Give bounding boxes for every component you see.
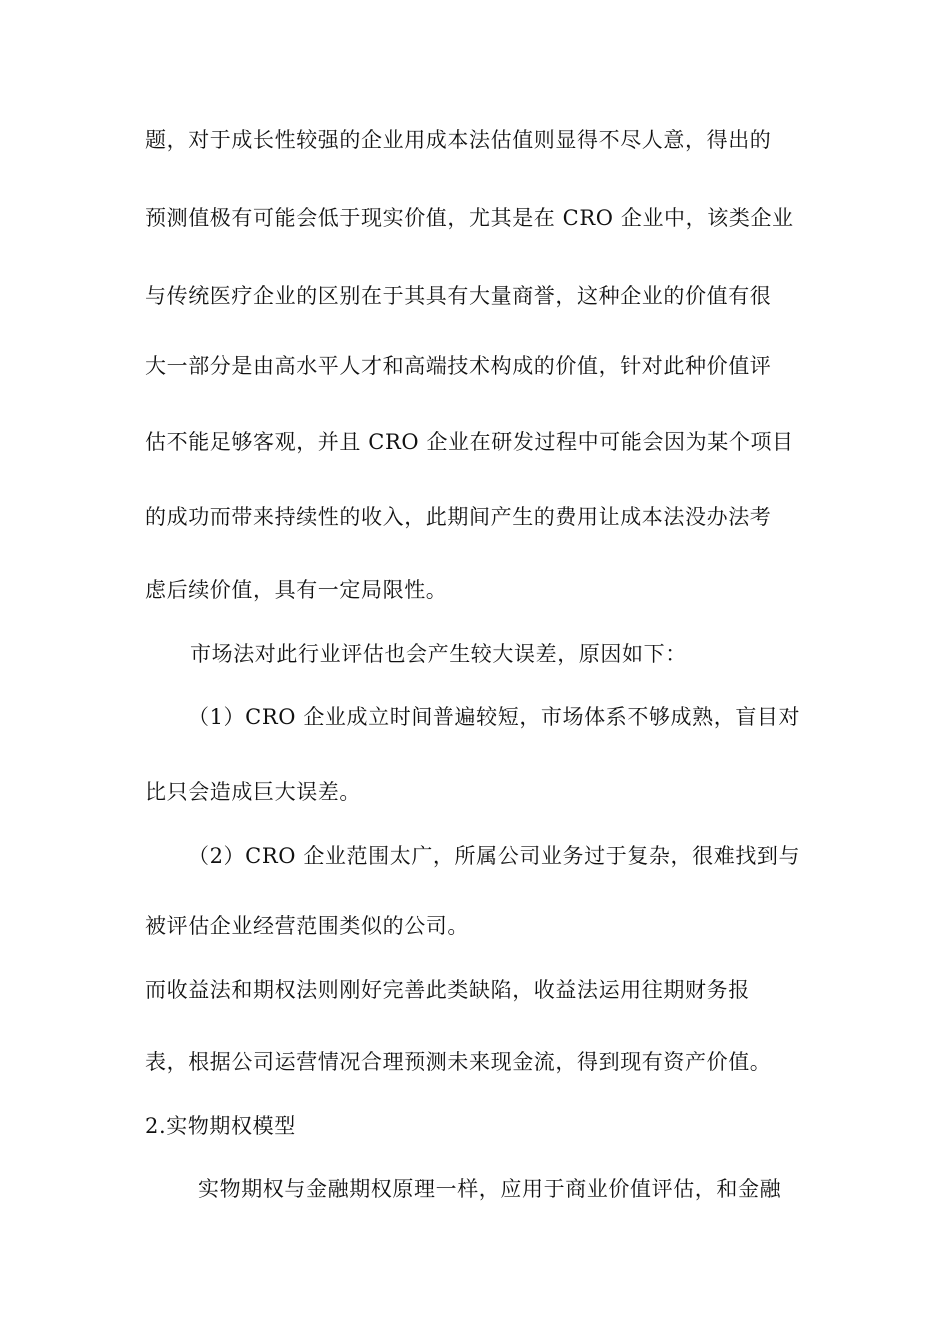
paragraph-start: 实物期权与金融期权原理一样，应用于商业价值评估，和金融: [198, 1177, 782, 1201]
list-item-2: （2）CRO 企业范围太广，所属公司业务过于复杂，很难找到与: [188, 844, 801, 868]
text-line: 与传统医疗企业的区别在于其具有大量商誉，这种企业的价值有很: [145, 284, 772, 308]
text-line: 大一部分是由高水平人才和高端技术构成的价值，针对此种价值评: [145, 354, 772, 378]
text-line: 预测值极有可能会低于现实价值，尤其是在 CRO 企业中，该类企业: [145, 206, 794, 230]
text-line: 题，对于成长性较强的企业用成本法估值则显得不尽人意，得出的: [145, 128, 772, 152]
list-item-1: （1）CRO 企业成立时间普遍较短，市场体系不够成熟，盲目对: [188, 705, 801, 729]
section-heading: 2.实物期权模型: [145, 1114, 296, 1138]
text-line: 被评估企业经营范围类似的公司。: [145, 914, 469, 938]
text-line: 而收益法和期权法则刚好完善此类缺陷，收益法运用往期财务报: [145, 978, 750, 1002]
text-line: 表，根据公司运营情况合理预测未来现金流，得到现有资产价值。: [145, 1050, 772, 1074]
text-line: 估不能足够客观，并且 CRO 企业在研发过程中可能会因为某个项目: [145, 430, 794, 454]
paragraph-start: 市场法对此行业评估也会产生较大误差，原因如下：: [190, 642, 687, 666]
text-line: 的成功而带来持续性的收入，此期间产生的费用让成本法没办法考: [145, 505, 772, 529]
text-line: 比只会造成巨大误差。: [145, 780, 361, 804]
text-line: 虑后续价值，具有一定局限性。: [145, 578, 448, 602]
